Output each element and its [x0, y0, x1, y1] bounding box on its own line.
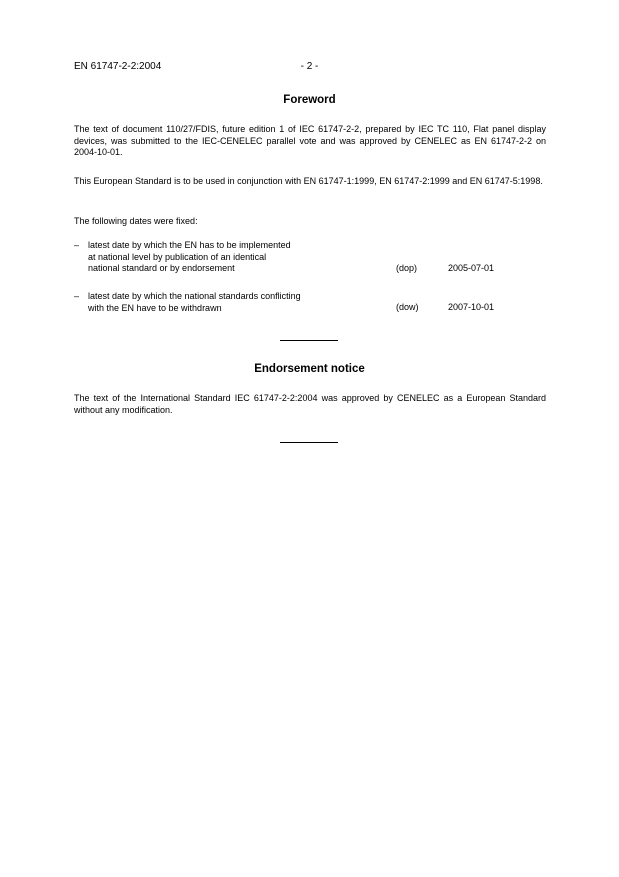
description-line: at national level by publication of an identical [88, 251, 267, 262]
section-divider [280, 442, 338, 443]
date-item-dop [74, 240, 546, 276]
date-item-description [88, 240, 388, 275]
foreword-heading: Foreword [283, 94, 336, 106]
description-line: national standard or by endorsement [88, 263, 235, 273]
section-divider [280, 340, 338, 341]
date-item-description [88, 291, 388, 314]
foreword-paragraph-3: The following dates were fixed: [74, 216, 198, 226]
date-abbreviation: (dow) [396, 302, 419, 312]
date-value: 2005-07-01 [448, 263, 495, 273]
description-line: with the EN have to be withdrawn [88, 302, 222, 313]
document-id: EN 61747-2-2:2004 [74, 61, 162, 72]
list-dash: – [74, 240, 80, 250]
page-number: - 2 - [300, 61, 319, 72]
foreword-paragraph-1: The text of document 110/27/FDIS, future edition 1 of IEC 61747-2-2, prepared by IEC TC 110, Flat panel display devices, was submitted to the IEC-CENELEC parallel vote and was approved by CENELEC as EN 61747-2-2 on 2004-10-01. [74, 124, 546, 157]
description-line: latest date by which the national standards conflicting [88, 291, 301, 301]
list-dash: – [74, 291, 80, 301]
date-item-dow [74, 291, 546, 315]
endorsement-heading: Endorsement notice [254, 363, 365, 375]
endorsement-paragraph: The text of the International Standard IEC 61747-2-2:2004 was approved by CENELEC as a European Standard without any modification. [74, 393, 546, 415]
date-value: 2007-10-01 [448, 302, 495, 312]
description-line: latest date by which the EN has to be implemented [88, 240, 291, 250]
date-abbreviation: (dop) [396, 263, 418, 273]
foreword-paragraph-2: This European Standard is to be used in conjunction with EN 61747-1:1999, EN 61747-2:1999 and EN 61747-5:1998. [74, 176, 543, 186]
